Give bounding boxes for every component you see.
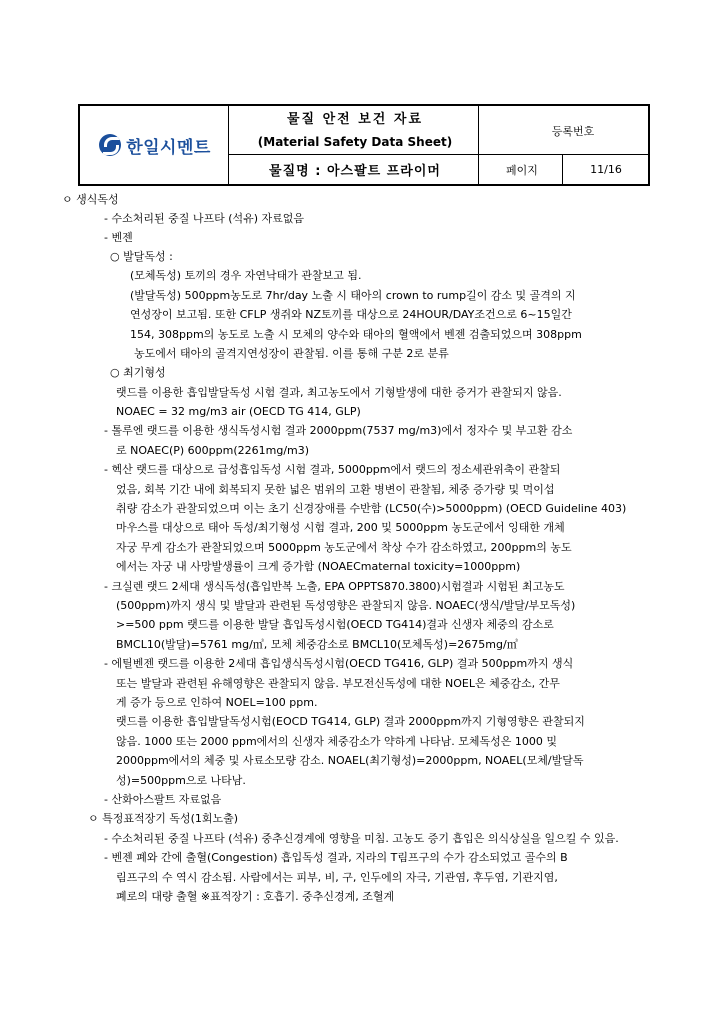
text-line: 취량 감소가 관찰되었으며 이는 초기 신경장애를 수반함 (LC50(수)>5000ppm) (OECD Guideline 403): [116, 502, 627, 515]
text-line: 연성장이 보고됨. 또한 CFLP 생쥐와 NZ토끼를 대상으로 24HOUR/DAY조건으로 6~15일간: [130, 308, 572, 321]
text-line: (모체독성) 토끼의 경우 자연낙태가 관찰보고 됨.: [130, 269, 362, 282]
text-line: (500ppm)까지 생식 및 발달과 관련된 독성영향은 관찰되지 않음. NOAEC(생식/발달/부모독성): [116, 599, 576, 612]
text-line: - 톨루엔 랫드를 이용한 생식독성시험 결과 2000ppm(7537 mg/m3)에서 정자수 및 부고환 감소: [104, 424, 573, 437]
text-line: (발달독성) 500ppm농도로 7hr/day 노출 시 태아의 crown to rump길이 감소 및 골격의 지: [130, 289, 576, 302]
title-english: (Material Safety Data Sheet): [257, 134, 453, 149]
text-line: - 벤젠: [104, 231, 133, 244]
text-line: 마우스를 대상으로 태아 독성/최기형성 시험 결과, 200 및 5000ppm 농도군에서 잉태한 개체: [116, 521, 565, 534]
section-heading: ㅇ 생식독성: [62, 193, 119, 206]
text-line: 에서는 자궁 내 사망발생률이 크게 증가함 (NOAECmaternal toxicity=1000ppm): [116, 560, 521, 573]
text-line: 2000ppm에서의 체중 및 사료소모량 감소. NOAEL(최기형성)=2000ppm, NOAEL(모체/발달독: [116, 754, 584, 767]
company-name: 한일시멘트: [126, 137, 211, 158]
text-line: - 벤젠 폐와 간에 출혈(Congestion) 흡입독성 결과, 지라의 T림프구의 수가 감소되었고 골수의 B: [104, 851, 568, 864]
company-logo-icon: [99, 134, 121, 156]
registration-label: 등록번호: [551, 124, 595, 138]
product-name: 물질명 : 아스팔트 프라이머: [269, 164, 441, 179]
text-line: 또는 발달과 관련된 유해영향은 관찰되지 않음. 부모전신독성에 대한 NOEL은 체중감소, 간무: [116, 677, 560, 690]
text-line: 성)=500ppm으로 나타남.: [116, 774, 246, 787]
text-line: 랫드를 이용한 흡입발달독성시험(EOCD TG414, GLP) 결과 2000ppm까지 기형영향은 관찰되지: [116, 715, 585, 728]
text-line: 었음, 회복 기간 내에 회복되지 못한 넓은 범위의 고환 병변이 관찰됨, 체중 증가량 및 먹이섭: [116, 483, 555, 496]
text-line: - 산화아스팔트 자료없음: [104, 793, 222, 806]
text-line: 않음. 1000 또는 2000 ppm에서의 신생자 체중감소가 약하게 나타남. 모체독성은 1000 및: [116, 735, 558, 748]
page-number: 11/16: [590, 163, 622, 176]
text-line: 폐로의 대량 출혈 ※표적장기 : 호흡기. 중추신경계, 조혈계: [116, 890, 395, 903]
text-line: - 수소처리된 중질 나프타 (석유) 중추신경계에 영향을 미침. 고농도 증기 흡입은 의식상실을 일으킬 수 있음.: [104, 832, 619, 845]
text-line: - 헥산 랫드를 대상으로 급성흡입독성 시험 결과, 5000ppm에서 랫드의 정소세관위축이 관찰되: [104, 463, 561, 476]
sub-heading: ○ 발달독성 :: [110, 250, 173, 263]
text-line: 154, 308ppm의 농도로 노출 시 모체의 양수와 태아의 혈액에서 벤젠 검출되었으며 308ppm: [130, 328, 582, 341]
text-line: 자궁 무게 감소가 관찰되었으며 5000ppm 농도군에서 착상 수가 감소하였고, 200ppm의 농도: [116, 541, 572, 554]
sub-heading: ○ 최기형성: [110, 366, 166, 379]
text-line: BMCL10(발달)=5761 mg/㎥, 모체 체중감소로 BMCL10(모체독성)=2675mg/㎥: [116, 638, 518, 651]
text-line: - 에틸벤젠 랫드를 이용한 2세대 흡입생식독성시험(OECD TG416, GLP) 결과 500ppm까지 생식: [104, 657, 574, 670]
text-line: 랫드를 이용한 흡입발달독성 시험 결과, 최고농도에서 기형발생에 대한 증거가 관찰되지 않음.: [116, 386, 562, 399]
text-line: 림프구의 수 역시 감소됨. 사람에서는 피부, 비, 구, 인두에의 자극, 기관염, 후두염, 기관지염,: [116, 871, 558, 884]
text-line: - 수소처리된 중질 나프타 (석유) 자료없음: [104, 212, 305, 225]
msds-header-table: [78, 104, 650, 186]
divider: [228, 106, 229, 184]
page-label: 페이지: [506, 163, 538, 177]
text-line: 로 NOAEC(P) 600ppm(2261mg/m3): [116, 444, 310, 457]
text-line: >=500 ppm 랫드를 이용한 발달 흡입독성시험(OECD TG414)결과 신생자 체중의 감소로: [116, 618, 554, 631]
text-line: 농도에서 태아의 골격지연성장이 관찰됨. 이를 통해 구분 2로 분류: [134, 347, 449, 360]
title-korean: 물질 안전 보건 자료: [286, 111, 424, 127]
section-heading: ㅇ 특정표적장기 독성(1회노출): [88, 812, 239, 825]
document-title: [230, 106, 480, 155]
text-line: - 크실렌 랫드 2세대 생식독성(흡입반복 노출, EPA OPPTS870.3800)시험결과 시험된 최고농도: [104, 580, 565, 593]
text-line: 게 증가 등으로 인하여 NOEL=100 ppm.: [116, 696, 318, 709]
company-logo: [80, 106, 230, 184]
text-line: NOAEC = 32 mg/m3 air (OECD TG 414, GLP): [116, 405, 361, 418]
